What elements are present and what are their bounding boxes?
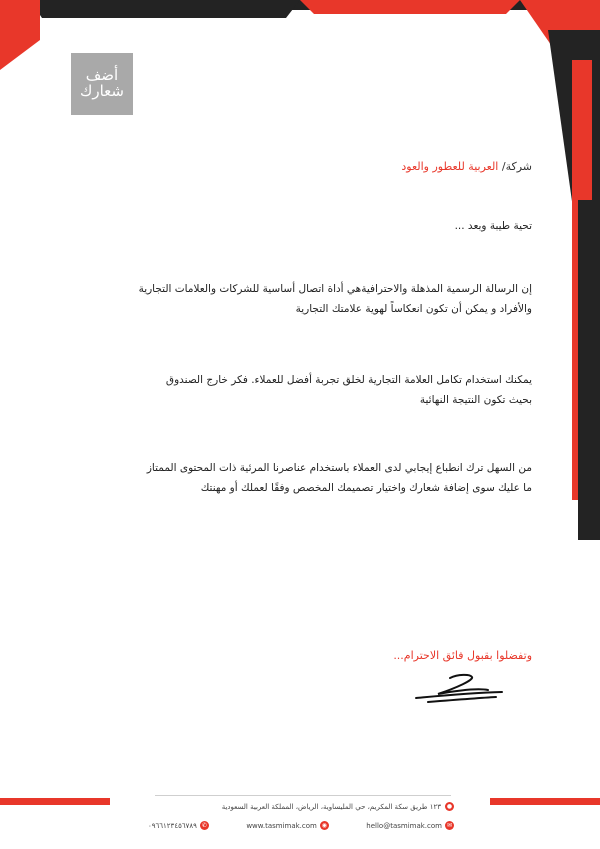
website-item[interactable] [246,821,329,830]
company-name: العربية للعطور والعود [401,160,499,173]
paragraph-1 [40,279,532,319]
website-text: www.tasmimak.com [246,821,317,830]
company-line [40,157,532,177]
globe-icon: ◉ [321,822,327,829]
paragraph-3 [40,458,532,498]
logo-line-1: أضف [85,66,119,85]
company-prefix: شركة/ [501,160,532,173]
paragraph-2 [40,370,532,410]
paragraph-line: بحيث تكون النتيجة النهائية [419,394,532,406]
phone-item[interactable] [148,821,209,830]
address-text: ١٢٣ طريق سكة المكريم، حي المليساوية، الرياض، المملكة العربية السعودية [221,802,441,811]
phone-text: ٠٩٦٦١٢٣٤٥٦٧٨٩ [148,821,197,830]
email-icon: ✉ [446,822,452,829]
email-item[interactable] [366,821,454,830]
location-pin-icon: ● [446,803,453,810]
greeting: تحية طيبة وبعد ... [454,220,532,232]
paragraph-line: ما عليك سوى إضافة شعارك واختيار تصميمك المخصص وفقًا لعملك أو مهنتك [200,482,532,494]
logo-line-2: شعارك [80,82,124,100]
email-text: hello@tasmimak.com [366,821,442,830]
closing-text: وتفضلوا بقبول فائق الاحترام... [393,649,532,662]
paragraph-line: إن الرسالة الرسمية المذهلة والاحترافيةهي أداة اتصال أساسية للشركات والعلامات التجارية [138,283,532,295]
paragraph-line: من السهل ترك انطباع إيجابي لدى العملاء باستخدام عناصرنا المرئية ذات المحتوى الممتاز [146,462,532,474]
footer-contacts [148,821,454,830]
paragraph-line: يمكنك استخدام تكامل العلامة التجارية لخلق تجربة أفضل للعملاء. فكر خارج الصندوق [165,374,532,386]
signature-image [398,668,508,708]
phone-icon: ✆ [201,822,207,829]
footer-divider [155,795,451,796]
paragraph-line: والأفراد و يمكن أن تكون انعكاساً لهوية علامتك التجارية [295,303,532,315]
footer-address [148,802,454,811]
logo-placeholder[interactable] [71,53,133,115]
